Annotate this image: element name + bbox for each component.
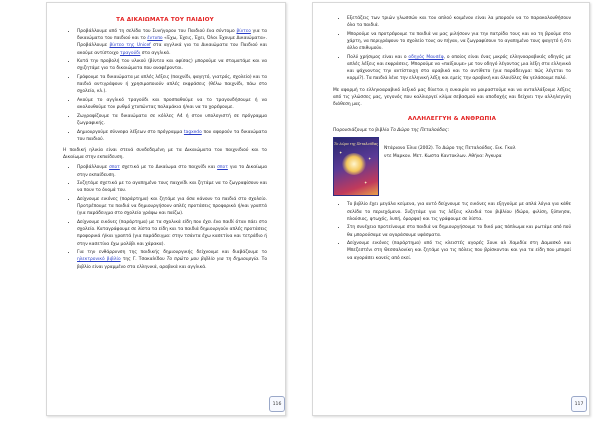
left-page: [46, 2, 286, 416]
star-icon: ✦: [339, 150, 343, 156]
list-item: • Συζητάμε σχετικά με το αγαπημένο τους παιχνίδι και ζητάμε να το ζωγραφίσουν και να πουν το όνομά του.: [77, 180, 267, 194]
list-item: • Στη συνέχεια προτείνουμε στα παιδιά να δημιουργήσουμε το δικό μας πάπλωμα και ρωτάμε από πού θα μπορούσαμε να αγοράσουμε υφάσματα.: [347, 224, 571, 238]
list-item: • Δείχνουμε εικόνες (παράρτημα) από τις κλειστές αγορές Σουκ αλ Χαμιδία στη Δαμασκό και Μπεζεστένι στη Θεσσαλονίκη και ζητάμε για τις πόλεις που βρίσκονται και για τα είδη που μπορεί να αγοράσει κανείς από εκεί.: [347, 240, 571, 262]
list-item: • Γράφουμε τα δικαιώματα με απλές λέξεις (παιχνίδι, φαγητό, γιατρός, σχολείο) και τα παιδιά αντιγράφουν ή χρησιμοποιούν απλές εκφράσεις (θέλω παιχνίδι, πάω στο σχολείο, κλ.).: [77, 74, 267, 96]
right-bullet-list-2: [333, 201, 571, 261]
leaflet-link[interactable]: έντυπο: [147, 36, 163, 42]
list-item: • Μπορούμε να προτρέψουμε τα παιδιά να μας μιλήσουν για την πατρίδα τους και να τη βρούμε στο χάρτη, να περιγράψουν το σχολείο τους αν πήγαν, να ζωγραφίσουν το αγαπημένο τους φαγητό ή ότι άλλο επιθυμούν.: [347, 31, 571, 53]
book-cover-title: Το Δώρο της Πεταλούδας: [334, 142, 379, 147]
right-page: [312, 2, 590, 416]
list-item: • Ζωγραφίζουμε τα δικαιώματα σε κόλλες Α4 ή στον υπολογιστή σε πρόγραμμα ζωγραφικής.: [77, 113, 267, 127]
list-item: • Εξετάζεις των τριών γλωσσών και του απλού κοιμένου είναι λα μπορούν να το παρακολουθήσουν όλα τα παιδιά.: [347, 15, 571, 29]
spot-education-link[interactable]: σποτ: [217, 165, 228, 171]
list-item: • Το βιβλίο έχει μεγάλα κείμενα, για αυτό δείχνουμε τις εικόνες και εξηγούμε με απλά λόγια για κάθε σελίδα το περιεχόμενο. Συζητάμε για τις λέξεις κλειδιά του βιβλίου (δώρο, φιλίση, ξύπνησα, πλούσιος, φτωχός, λυπή, όμορφα) και τις γράφουμε σε λίστα.: [347, 201, 571, 223]
list-item: • Προβάλλουμε σποτ σχετικά με το Δικαίωμα στο παιχνίδι και σποτ για το Δικαίωμα στην εκπαίδευση.: [77, 164, 267, 178]
guide-link[interactable]: οδηγός Μαυσέφ: [408, 54, 444, 60]
list-item: • Δείχνουμε εικόνες (παράρτημα) και ζητάμε για όσα κάνουν τα παιδιά στο σχολείο. Προτρέπουμε τα παιδιά να δημιουργήσουν απλές προτάσεις προφορικά ή/και γραπτά (για παράδειγμα στο σχολείο γράφω και παίζω).: [77, 196, 267, 218]
spot-play-link[interactable]: σποτ: [109, 165, 120, 171]
left-paragraph: Η παιδική ηλικία είναι στενά συνδεδεμένη με τα Δικαιώματα του παιχνιδιού και το Δικαίωμα στην εκπαίδευση.: [63, 148, 267, 161]
ebook-link[interactable]: ηλεκτρονικό βιβλίο: [77, 257, 121, 263]
list-item: • Προβάλλουμε από τη σελίδα του Συνήγορου του Παιδιού ένα σύντομο βίντεο για τα δικαιώματα του παιδιού και το έντυπο «Έχω, Έχεις, Έχει, Όλοι Έχουμε Δικαιώματα». Προβάλλουμε βίντεο της Unicef στα αγγλικά για τα Δικαιώματα του Παιδιού και ακούμε αντίστοιχο τραγούδι στα αγγλικά.: [77, 28, 267, 57]
unicef-video-link[interactable]: βίντεο της Unicef: [109, 43, 151, 49]
star-icon: ✦: [364, 180, 368, 186]
right-page-title: ΑΛΛΗΛΕΓΓΥΗ & ΑΝΘΡΩΠΙΑ: [407, 116, 497, 123]
star-icon: ✦: [368, 156, 372, 162]
video-link[interactable]: βίντεο: [236, 29, 251, 34]
list-item: • Κατά την προβολή του υλικού (βίντεο και αφίσας) μπορούμε να σταματάμε και να σχιζητάμε για τα δικαιώματα που αναφέρονται.: [77, 58, 267, 72]
list-item: • Για την ενθάρρυνση της παιδικής δημιουργικής δείχνουμε και διαβάζουμε το ηλεκτρονικό βιβλίο της Γ. Τσακαλίδου Το πρώτο μου βιβλίο για τη δημιουργία. Το βιβλίο είναι γραμμένο στα ελληνικά, αραβικά και αγγλικά.: [77, 249, 267, 271]
list-item: • Δείχνουμε εικόνες (παράρτημα) με τα σχολικά είδη που έχει ένα παιδί όταν πάει στο σχολείο. Καταγράφουμε σε λίστα τα είδη και τα παιδιά δημιουργούν απλές προτάσεις προφορικά ή/και γραπτά (για παράδειγμα: στην τσάντα έχω κασετίνα και τετράδιο ή στην κασετίνα έχω μολύβι και χάρακα).: [77, 219, 267, 248]
right-paragraph: Με αφορμή το ελληνοαραβικό λεξικό μας δίνεται η ευκαιρία να μοιραστούμε και να ανταλλάξουμε λέξεις από τις γλώσσες μας, γεγονός που καλλιεργεί κλίμα σεβασμού και αποδοχής και δείχνει την αλληλεγγύη διάθεση μας.: [333, 87, 571, 108]
page-number: 117: [571, 396, 587, 412]
left-bullet-list-1: [63, 28, 267, 143]
book-intro: Παρουσιάζουμε το βιβλίο Το Δώρο της Πεταλούδας:: [333, 128, 449, 134]
left-page-title: ΤΑ ΔΙΚΑΙΩΜΑΤΑ ΤΟΥ ΠΑΙΔΙΟΥ: [116, 17, 214, 23]
list-item: • Πολύ χρήσιμος είναι και ο οδηγός Μαυσέφ, ο οποίος είναι ένας μικρός ελληνοαραβικός οδηγός με απλές λέξεις και εκφράσεις. Μπορούμε να «παίξουμε» με τον οδηγό λέγοντας μια λέξη στα ελληνικά και ψάχνοντας την αντίστοιχη στα αραβικά και το αντίθετο (για παράδειγμα: πώς λέγεται το κορμί?). Τα παιδιά λένε την ελληνική λέξη και εμείς την αραβική και όλοι/όλες θα γελάσουμε πολύ.: [347, 54, 571, 83]
book-block: [333, 137, 571, 196]
song-link[interactable]: τραγούδι: [119, 50, 141, 56]
list-item: • Δημιουργούμε σύννεφα λέξεων στο πρόγραμμα tagxedo που αφορούν τα δικαιώματα του παιδιού.: [77, 129, 267, 143]
book-reference: Ντάριανο Έλια (2002). Το Δώρο της Πεταλούδας. Εικ. Γκαλ ντε Μαρκον. Μετ. Κωστα Καντοκλων. Αθήνα: Άγκυρα: [384, 146, 516, 159]
tagxedo-link[interactable]: tagxedo: [183, 129, 202, 135]
left-bullet-list-2: [63, 164, 267, 270]
list-item: • Ακούμε το αγγλικό τραγούδι και προσπαθούμε να το τραγουδήσουμε ή να ακολουθούμε τον ρυθμό χτυπώντας παλαμάκια ή/και να το χορέψουμε.: [77, 97, 267, 111]
page-number: 116: [269, 396, 285, 412]
book-cover-image: [333, 137, 379, 196]
butterfly-glow: [342, 153, 366, 175]
right-bullet-list-1: [333, 15, 571, 83]
